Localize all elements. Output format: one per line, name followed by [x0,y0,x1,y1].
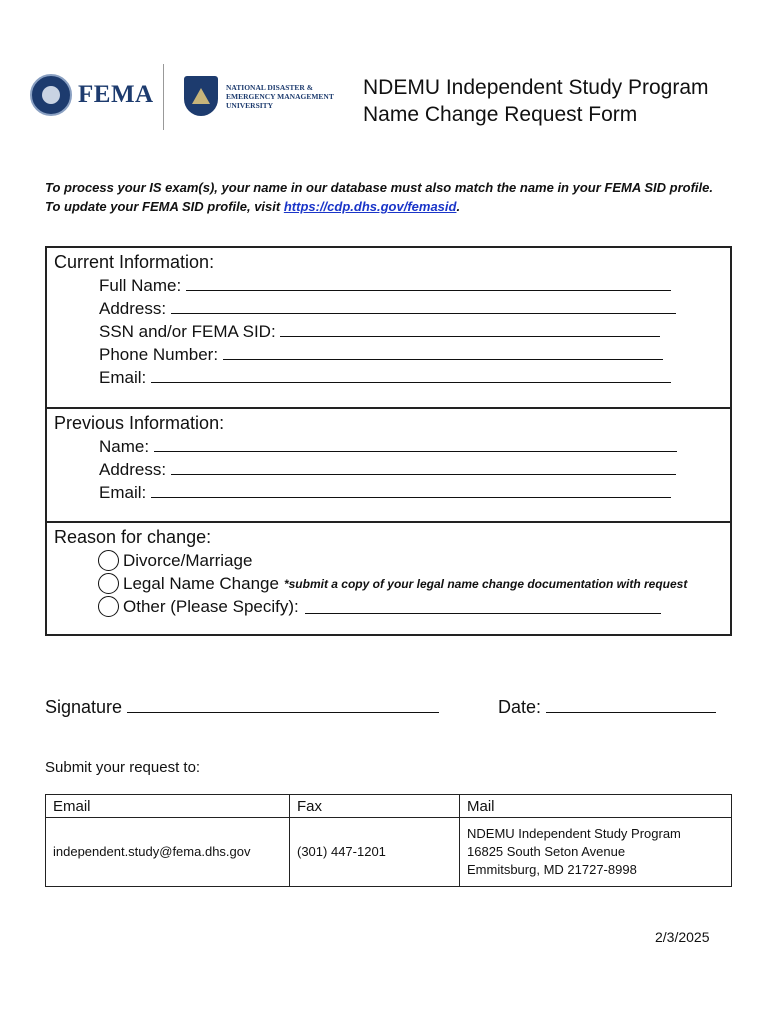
legal-name-change-radio[interactable] [98,573,119,594]
contact-table [45,794,732,887]
mail-line-3: Emmitsburg, MD 21727-8998 [467,862,637,877]
current-phone-line[interactable] [223,345,663,360]
previous-name-line[interactable] [154,437,677,452]
previous-address-field[interactable] [99,460,676,480]
fax-header: Fax [290,795,460,818]
mail-line-2: 16825 South Seton Avenue [467,844,626,859]
contact-fax: (301) 447-1201 [290,818,460,887]
other-radio[interactable] [98,596,119,617]
signature-field[interactable] [45,697,439,718]
contact-email[interactable]: independent.study@fema.dhs.gov [46,818,290,887]
current-address-field[interactable] [99,299,676,319]
current-phone-label: Phone Number: [99,345,219,364]
form-title [363,74,709,128]
current-phone-field[interactable] [99,345,663,365]
femasid-link[interactable]: https://cdp.dhs.gov/femasid [283,199,457,214]
footer-date: 2/3/2025 [655,929,710,945]
mail-line-1: NDEMU Independent Study Program [467,826,681,841]
signature-label: Signature [45,697,123,717]
previous-information-title: Previous Information: [54,413,225,433]
previous-email-line[interactable] [151,483,671,498]
other-label: Other (Please Specify): [123,596,299,616]
logo-divider [163,64,164,130]
legal-name-change-note: *submit a copy of your legal name change documentation with request [283,576,688,591]
title-line-2: Name Change Request Form [363,103,638,126]
current-email-label: Email: [99,368,147,387]
reason-legal-name-change[interactable] [98,573,687,594]
date-field[interactable] [498,697,716,718]
previous-information-section [47,409,730,523]
contact-data-row [46,818,732,887]
date-line[interactable] [546,698,716,713]
ndemu-shield-icon [184,76,218,116]
header [30,62,740,134]
reason-title: Reason for change: [54,527,212,547]
reason-section [47,523,730,634]
current-ssn-label: SSN and/or FEMA SID: [99,322,276,341]
current-ssn-field[interactable] [99,322,660,342]
dhs-seal-icon [30,74,72,116]
contact-header-row [46,795,732,818]
current-full-name-label: Full Name: [99,276,182,295]
other-specify-line[interactable] [305,599,661,614]
signature-line[interactable] [127,698,439,713]
info-box [45,246,732,636]
current-information-title: Current Information: [54,252,215,272]
ndemu-logo [184,76,356,116]
current-email-field[interactable] [99,368,671,388]
current-address-line[interactable] [171,299,676,314]
reason-divorce-marriage[interactable] [98,550,252,571]
fema-logo [30,74,154,116]
current-full-name-field[interactable] [99,276,671,296]
previous-email-field[interactable] [99,483,671,503]
divorce-marriage-radio[interactable] [98,550,119,571]
current-information-section [47,248,730,409]
intro-body: To process your IS exam(s), your name in our database must also match the name in your FEMA SID profile. To update your FEMA SID profile, visit [45,180,713,214]
submit-label: Submit your request to: [45,759,201,776]
divorce-marriage-label: Divorce/Marriage [123,550,253,570]
contact-mail [460,818,732,887]
current-address-label: Address: [99,299,167,318]
legal-name-change-label: Legal Name Change [123,573,279,593]
current-ssn-line[interactable] [280,322,660,337]
current-full-name-line[interactable] [186,276,671,291]
fema-logo-text: FEMA [78,81,154,108]
mail-header: Mail [460,795,732,818]
previous-email-label: Email: [99,483,147,502]
intro-text [45,178,725,216]
reason-other[interactable] [98,596,661,617]
intro-end: . [456,199,461,214]
title-line-1: NDEMU Independent Study Program [363,76,709,99]
previous-address-line[interactable] [171,460,676,475]
email-header: Email [46,795,290,818]
previous-address-label: Address: [99,460,167,479]
current-email-line[interactable] [151,368,671,383]
date-label: Date: [498,697,542,717]
previous-name-label: Name: [99,437,150,456]
ndemu-logo-text: NATIONAL DISASTER & EMERGENCY MANAGEMENT UNIVERSITY [226,82,334,110]
previous-name-field[interactable] [99,437,677,457]
